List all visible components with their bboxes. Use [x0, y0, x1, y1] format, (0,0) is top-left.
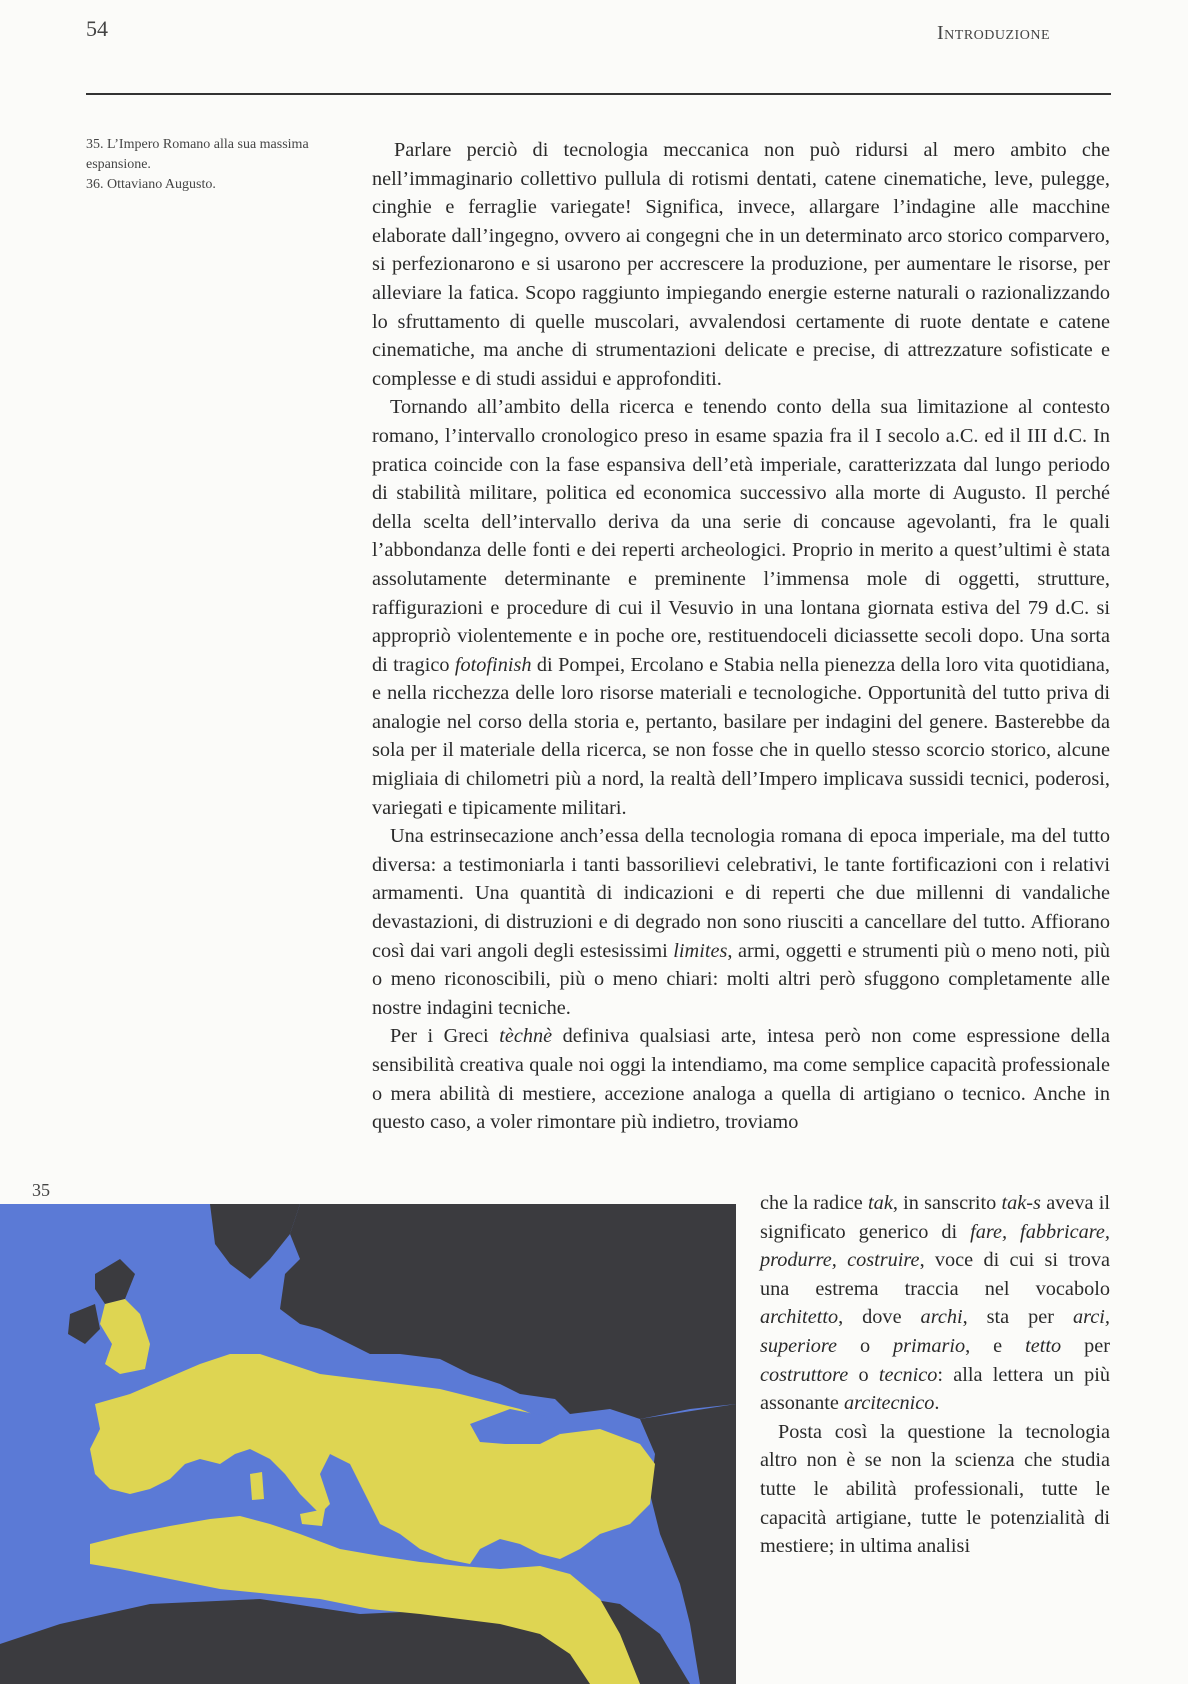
text-run: , e [965, 1334, 1003, 1357]
italic-term: arcitecnico [843, 1392, 935, 1415]
caption-36: 36. Ottaviano Augusto. [86, 177, 216, 192]
italic-term: costruttore [760, 1363, 849, 1386]
map-empire-sardinia [250, 1472, 264, 1500]
paragraph-2 [372, 393, 1110, 822]
italic-term: tèchnè [499, 1025, 553, 1048]
italic-term: tak [868, 1192, 893, 1214]
figure-number: 35 [32, 1180, 50, 1200]
text-run: che la radice [760, 1192, 863, 1214]
italic-term: arci, superiore [760, 1306, 1110, 1357]
text-run: , in sanscrito [892, 1192, 997, 1214]
text-run: per [1084, 1334, 1110, 1357]
text-run: . [934, 1392, 940, 1415]
running-head: Introduzione [937, 22, 1050, 44]
text-run: : alla lettera un più assonante [760, 1363, 1110, 1415]
paragraph-3 [372, 822, 1110, 1022]
text-run: Una estrinsecazione anch’essa della tecnologia romana di epoca imperiale, ma del tutto diversa: a testimoniarla i tanti bassorilievi celebrativi, le tante fortificazioni con i relativi armamenti. Una quantità di indicazioni e di reperti che due millenni di vandaliche devastazioni, di distruzioni e di degrado non sono riusciti a cancellare del tutto. Affiorano così dai vari angoli degli estesissimi [372, 825, 1110, 962]
italic-term: fare, fabbricare, produrre, costruire [760, 1220, 1110, 1272]
page-number: 54 [86, 16, 108, 41]
text-run: definiva qualsiasi arte, intesa però non come espressione della sensibilità creativa quale noi oggi la intendiamo, ma come semplice capacità professionale o mera abilità di mestiere, accezione analoga a quella di artigiano o tecnico. Anche in questo caso, a voler rimontare più indietro, troviamo [372, 1025, 1110, 1134]
text-run: Per i Greci [390, 1025, 489, 1048]
text-run: di Pompei, Ercolano e Stabia nella pienezza della loro vita quotidiana, e nella ricchezza delle loro risorse materiali e tecnologiche. Opportunità del tutto priva di analogie nel corso della storia e, pertanto, basilare per indagini del genere. Basterebbe da sola per il materiale della ricerca, se non fosse che in quello stesso scorcio storico, alcune migliaia di chilometri più a nord, la realtà dell’Impero implicava sussidi tecnici, poderosi, variegati e tipicamente militari. [372, 653, 1111, 819]
italic-term: tak-s [1001, 1192, 1041, 1214]
italic-term: tecnico [878, 1363, 938, 1386]
text-run: o [858, 1363, 869, 1386]
italic-term: tetto [1025, 1334, 1062, 1357]
italic-term: fotofinish [454, 653, 532, 676]
text-run: , dove [838, 1306, 902, 1329]
text-run: , voce di cui si trova una estrema traccia nel vocabolo [760, 1249, 1110, 1300]
text-run: , sta per [962, 1306, 1055, 1329]
narrow-text-column [760, 1189, 1110, 1561]
paragraph-4 [372, 1022, 1110, 1136]
italic-term: limites [673, 939, 728, 962]
roman-empire-map [0, 1204, 736, 1684]
paragraph-4-continued [760, 1189, 1110, 1418]
caption-35: 35. L’Impero Romano alla sua massima espansione. [86, 137, 309, 172]
text-run: , armi, oggetti e strumenti più o meno noti, più o meno riconoscibili, più o meno chiari: molti altri però sfuggono completamente alle nostre indagini tecniche. [372, 939, 1111, 1019]
italic-term: architetto [760, 1306, 839, 1329]
text-run: Tornando all’ambito della ricerca e tenendo conto della sua limitazione al contesto romano, l’intervallo cronologico preso in esame spazia fra il I secolo a.C. ed il III d.C. In pratica coincide con la fase espansiva dell’età imperiale, caratterizzata dal lungo periodo di stabilità militare, politica ed economica successivo alla morte di Augusto. Il perché della scelta dell’intervallo deriva da una serie di concause agevolanti, fra le quali l’abbondanza delle fonti e dei reperti archeologici. Proprio in merito a quest’ultimi è stata assolutamente determinante e preminente l’immensa mole di oggetti, strutture, raffigurazioni e procedure di cui il Vesuvio in una lontana giornata estiva del 79 d.C. si appropriò violentemente e in poche ore, restituendoceli diciassette secoli dopo. Una sorta di tragico [372, 396, 1110, 676]
text-run: aveva il significato generico di [760, 1192, 1110, 1243]
header-rule [86, 93, 1111, 95]
italic-term: primario [893, 1334, 966, 1357]
main-text [372, 136, 1110, 1137]
figure-captions [86, 135, 346, 195]
paragraph-1: Parlare perciò di tecnologia meccanica non può ridursi al mero ambito che nell’immaginario collettivo pullula di rotismi dentati, catene cinematiche, leve, pulegge, cinghie e ferraglie variegate! Significa, invece, allargare l’indagine alle macchine elaborate dall’ingegno, ovvero ai congegni che in un determinato arco storico comparvero, si perfezionarono e si usarono per accrescere la produzione, per aumentare le risorse, per alleviare la fatica. Scopo raggiunto impiegando energie esterne naturali o razionalizzando lo sfruttamento di quelle muscolari, avvalendosi certamente di ruote dentate e catene cinematiche, ma anche di strumentazioni delicate e precise, di attrezzature sofisticate e complesse e di studi assidui e approfonditi. [372, 139, 1110, 390]
italic-term: archi [920, 1306, 963, 1329]
map-image [0, 1204, 736, 1684]
text-run: o [859, 1334, 871, 1357]
paragraph-5: Posta così la questione la tecnologia altro non è se non la scienza che studia tutte le abilità professionali, tutte le capacità artigiane, tutte le potenzialità di mestiere; in ultima analisi [760, 1420, 1110, 1558]
